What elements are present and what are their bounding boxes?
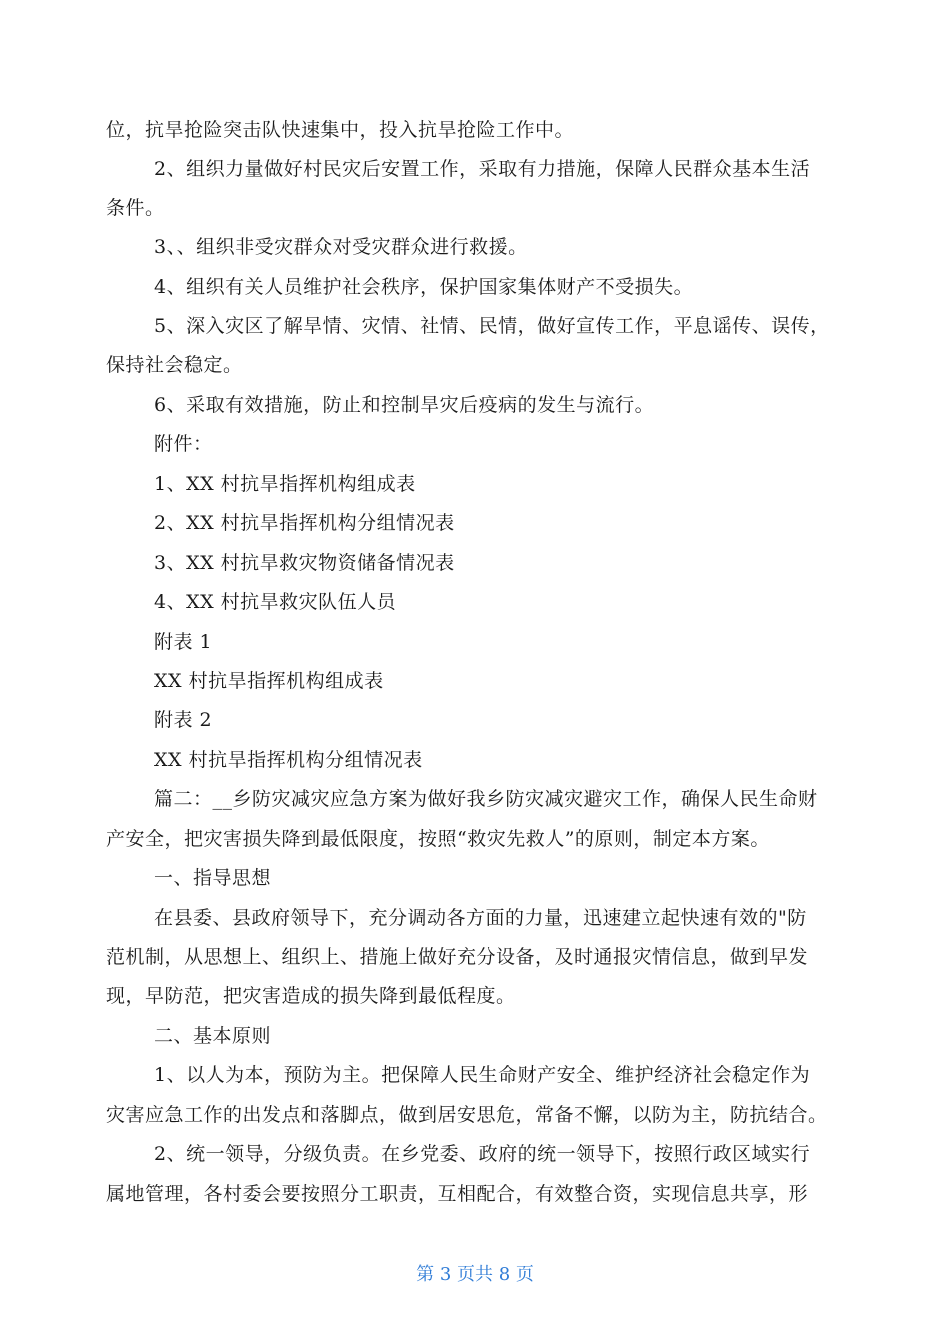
- text-line: 1、XX 村抗旱指挥机构组成表: [154, 473, 416, 495]
- text-line: 2、统一领导，分级负责。在乡党委、政府的统一领导下，按照行政区域实行: [154, 1143, 811, 1165]
- text-line: 4、组织有关人员维护社会秩序，保护国家集体财产不受损失。: [154, 276, 694, 298]
- text-line: 属地管理，各村委会要按照分工职责，互相配合，有效整合资，实现信息共享，形: [106, 1183, 809, 1205]
- text-line: 一、指导思想: [154, 867, 272, 889]
- text-line: XX 村抗旱指挥机构分组情况表: [154, 749, 423, 771]
- text-line: XX 村抗旱指挥机构组成表: [154, 670, 384, 692]
- text-line: 范机制，从思想上、组织上、措施上做好充分设备，及时通报灾情信息，做到早发: [106, 946, 809, 968]
- page-number-footer: 第 3 页共 8 页: [416, 1264, 534, 1285]
- text-line: 5、深入灾区了解旱情、灾情、社情、民情，做好宣传工作，平息谣传、误传，: [154, 315, 830, 337]
- text-line: 6、采取有效措施，防止和控制旱灾后疫病的发生与流行。: [154, 394, 655, 416]
- text-line: 附表 2: [154, 709, 213, 731]
- text-line: 3、、组织非受灾群众对受灾群众进行救援。: [154, 236, 528, 258]
- text-line: 附表 1: [154, 631, 213, 653]
- text-line: 条件。: [106, 197, 165, 219]
- text-line: 位，抗旱抢险突击队快速集中，投入抗旱抢险工作中。: [106, 119, 575, 141]
- text-line: 2、组织力量做好村民灾后安置工作，采取有力措施，保障人民群众基本生活: [154, 158, 811, 180]
- text-line: 产安全，把灾害损失降到最低限度，按照“救灾先救人”的原则，制定本方案。: [106, 828, 770, 850]
- text-line: 灾害应急工作的出发点和落脚点，做到居安思危，常备不懈，以防为主，防抗结合。: [106, 1104, 828, 1126]
- text-line: 附件：: [154, 433, 213, 455]
- text-line: 二、基本原则: [154, 1025, 272, 1047]
- text-line: 在县委、县政府领导下，充分调动各方面的力量，迅速建立起快速有效的"防: [154, 907, 807, 929]
- text-line: 篇二：__乡防灾减灾应急方案为做好我乡防灾减灾避灾工作，确保人民生命财: [154, 788, 818, 810]
- text-line: 3、XX 村抗旱救灾物资储备情况表: [154, 552, 455, 574]
- text-line: 2、XX 村抗旱指挥机构分组情况表: [154, 512, 455, 534]
- text-line: 1、以人为本，预防为主。把保障人民生命财产安全、维护经济社会稳定作为: [154, 1064, 811, 1086]
- text-line: 4、XX 村抗旱救灾队伍人员: [154, 591, 397, 613]
- text-line: 保持社会稳定。: [106, 354, 243, 376]
- text-line: 现，早防范，把灾害造成的损失降到最低程度。: [106, 985, 516, 1007]
